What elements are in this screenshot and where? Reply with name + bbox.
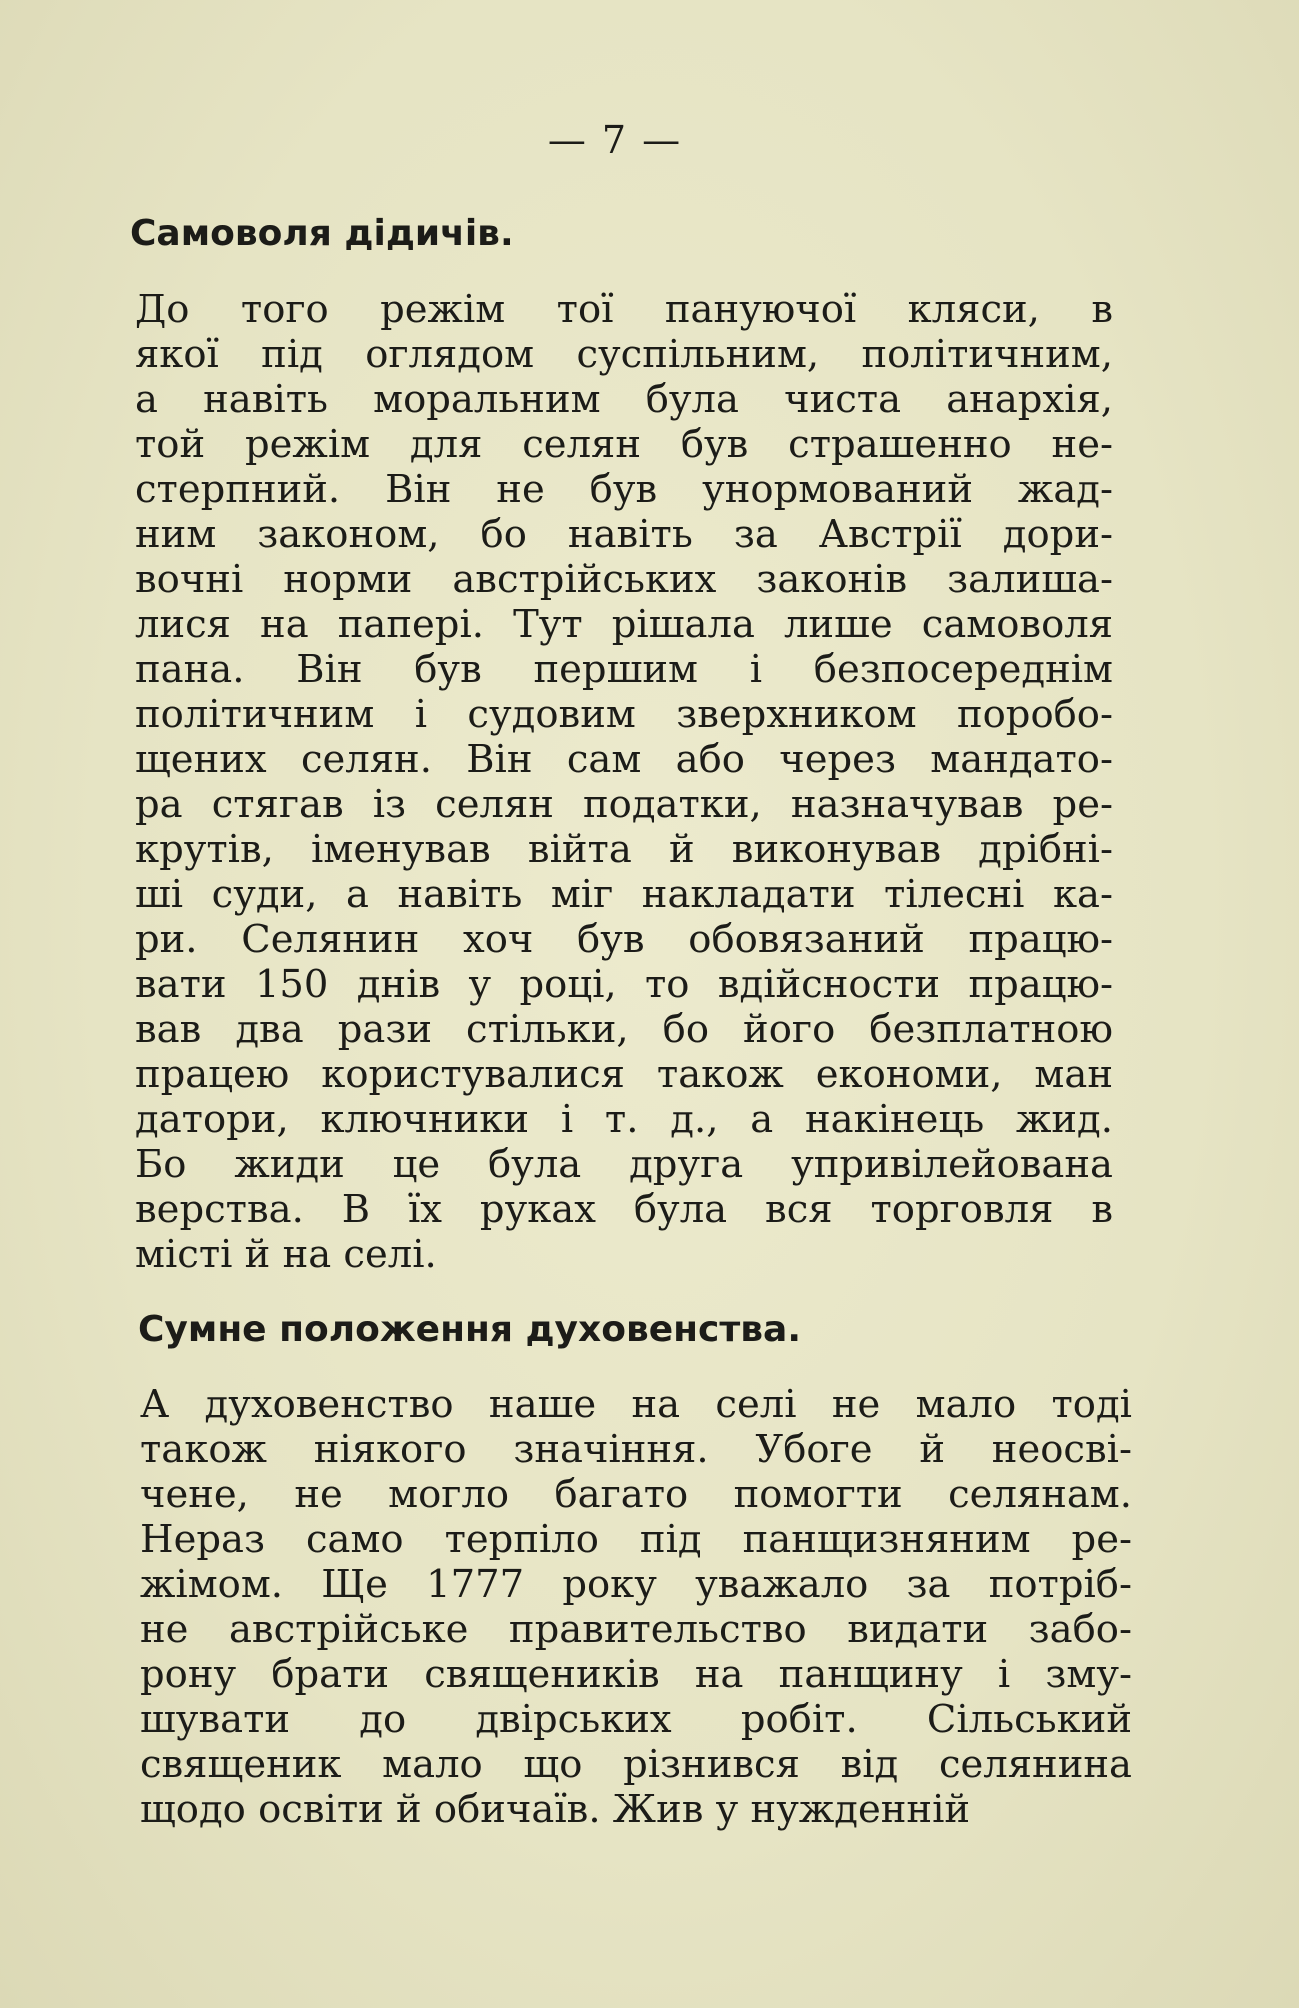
text-line: місті й на селі. [135,1232,437,1277]
section-heading-1: Самоволя дідичів. [130,213,514,254]
text-line: ра стягав із селян податки, назначував ре- [135,782,1113,827]
text-line: вати 150 днів у році, то вдійсности працю- [135,962,1113,1007]
text-line: рону брати священиків на панщину і зму- [140,1652,1132,1697]
text-line: Нераз само терпіло під панщизняним ре- [140,1517,1132,1562]
text-line: якої під оглядом суспільним, політичним, [135,332,1113,377]
text-line: верства. В їх руках була вся торговля в [135,1187,1113,1232]
text-line: ним законом, бо навіть за Австрії дори- [135,512,1113,557]
text-line: ри. Селянин хоч був обовязаний працю- [135,917,1113,962]
section-heading-2: Сумне положення духовенства. [138,1309,801,1350]
text-line: також ніякого значіння. Убоге й неосві- [140,1427,1132,1472]
text-line: священик мало що різнився від селянина [140,1742,1132,1787]
text-line: вав два рази стільки, бо його безплатною [135,1007,1113,1052]
text-line: чене, не могло багато помогти селянам. [140,1472,1132,1517]
text-line: датори, ключники і т. д., а накінець жид. [135,1097,1113,1142]
text-line: вочні норми австрійських законів залиша- [135,557,1113,602]
section-paragraph-1 [135,287,1113,1277]
text-line: А духовенство наше на селі не мало тоді [140,1382,1132,1427]
text-line: ші суди, а навіть міг накладати тілесні ка- [135,872,1113,917]
text-line: стерпний. Він не був унормований жад- [135,467,1113,512]
section-paragraph-2 [140,1382,1132,1832]
text-line: щених селян. Він сам або через мандато- [135,737,1113,782]
text-line: той режім для селян був страшенно не- [135,422,1113,467]
text-line: Бо жиди це була друга упривілейована [135,1142,1113,1187]
text-line: крутів, іменував війта й виконував дрібні- [135,827,1113,872]
text-line: працею користувалися також економи, ман [135,1052,1113,1097]
text-line: пана. Він був першим і безпосереднім [135,647,1113,692]
text-line: не австрійське правительство видати забо- [140,1607,1132,1652]
text-line: а навіть моральним була чиста анархія, [135,377,1113,422]
text-line: шувати до двірських робіт. Сільський [140,1697,1132,1742]
text-line: щодо освіти й обичаїв. Жив у нужденній [140,1787,971,1832]
text-line: лися на папері. Тут рішала лише самоволя [135,602,1113,647]
text-line: жімом. Ще 1777 року уважало за потріб- [140,1562,1132,1607]
text-line: До того режім тої пануючої кляси, в [135,287,1113,332]
page-number: — 7 — [547,118,683,162]
text-line: політичним і судовим зверхником поробо- [135,692,1113,737]
